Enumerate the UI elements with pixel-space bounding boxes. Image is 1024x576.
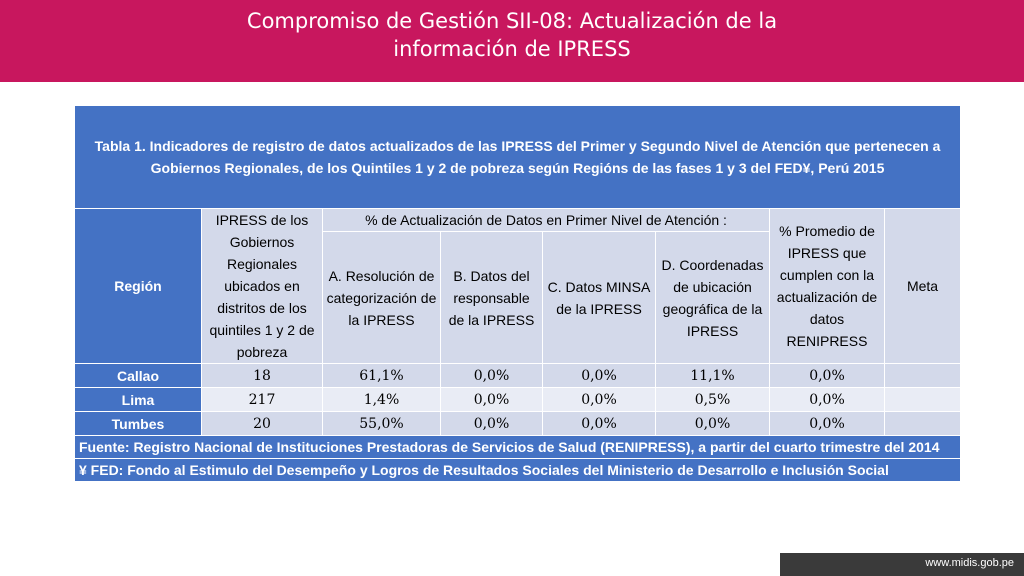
footer-bar <box>780 553 1024 576</box>
row-region: Lima <box>75 388 202 412</box>
header-d-coordenadas: D. Coordenadas de ubicación geográfica de la IPRESS <box>656 232 770 364</box>
header-c-minsa: C. Datos MINSA de la IPRESS <box>543 232 656 364</box>
footer-url: www.midis.gob.pe <box>925 557 1014 569</box>
header-b-responsable: B. Datos del responsable de la IPRESS <box>441 232 543 364</box>
table-row <box>75 364 961 388</box>
indicators-table <box>74 105 961 482</box>
row-promedio: 0,0% <box>770 364 885 388</box>
row-b: 0,0% <box>441 412 543 436</box>
header-ipress: IPRESS de los Gobiernos Regionales ubicados en distritos de los quintiles 1 y 2 de pobreza <box>202 209 323 364</box>
slide-title-line-2: información de IPRESS <box>393 37 631 61</box>
row-meta <box>885 412 961 436</box>
table-row <box>75 388 961 412</box>
header-promedio: % Promedio de IPRESS que cumplen con la actualización de datos RENIPRESS <box>770 209 885 364</box>
header-meta: Meta <box>885 209 961 364</box>
row-promedio: 0,0% <box>770 388 885 412</box>
row-ipress: 18 <box>202 364 323 388</box>
table-row <box>75 412 961 436</box>
row-ipress: 217 <box>202 388 323 412</box>
footnote-fed: ¥ FED: Fondo al Estimulo del Desempeño y Logros de Resultados Sociales del Ministerio de Desarrollo e Inclusión Social <box>75 459 961 482</box>
row-c: 0,0% <box>543 388 656 412</box>
footnote-source: Fuente: Registro Nacional de Instituciones Prestadoras de Servicios de Salud (RENIPRESS), a partir del cuarto trimestre del 2014 <box>75 436 961 459</box>
row-c: 0,0% <box>543 364 656 388</box>
row-region: Tumbes <box>75 412 202 436</box>
row-d: 0,0% <box>656 412 770 436</box>
table-caption: Tabla 1. Indicadores de registro de datos actualizados de las IPRESS del Primer y Segundo Nivel de Atención que pertenecen a Gobiernos Regionales, de los Quintiles 1 y 2 de pobreza según Regións de las fases 1 y 3 del FED¥, Perú 2015 <box>75 106 961 209</box>
row-b: 0,0% <box>441 364 543 388</box>
row-promedio: 0,0% <box>770 412 885 436</box>
slide-title-line-1: Compromiso de Gestión SII-08: Actualización de la <box>246 9 778 33</box>
row-a: 1,4% <box>323 388 441 412</box>
row-b: 0,0% <box>441 388 543 412</box>
row-ipress: 20 <box>202 412 323 436</box>
header-a-resolucion: A. Resolución de categorización de la IPRESS <box>323 232 441 364</box>
slide-header <box>0 0 1024 82</box>
row-region: Callao <box>75 364 202 388</box>
row-c: 0,0% <box>543 412 656 436</box>
row-meta <box>885 364 961 388</box>
row-d: 11,1% <box>656 364 770 388</box>
header-group-actualizacion: % de Actualización de Datos en Primer Nivel de Atención : <box>323 209 770 232</box>
row-d: 0,5% <box>656 388 770 412</box>
row-a: 55,0% <box>323 412 441 436</box>
row-a: 61,1% <box>323 364 441 388</box>
header-region: Región <box>75 209 202 364</box>
row-meta <box>885 388 961 412</box>
